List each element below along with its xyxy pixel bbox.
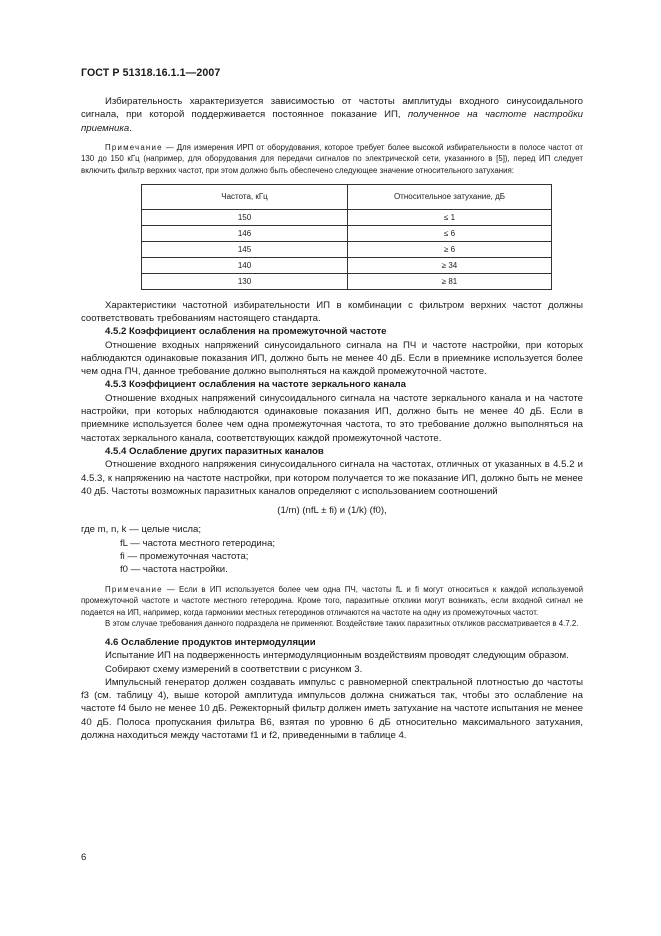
definition-fi: fi — промежуточная частота; xyxy=(120,551,249,563)
section-4-5-4-text: Отношение входного напряжения синусоидального сигнала на частотах, отличных от указанных в 4.5.2 и 4.5.3, к напряжению на частоте настройки, при котором получается то же показание ИП, должно быть не менее 40 дБ. Частоты возможных паразитных каналов определяют с использованием соотношений xyxy=(81,459,583,497)
section-4-5-4-heading: 4.5.4 Ослабление других паразитных каналов xyxy=(105,445,324,457)
table-row: 146 ≤ 6 xyxy=(142,225,552,241)
note-1: Примечание — Для измерения ИРП от оборудования, которое требует более высокой избирательности в полосе частот от 130 до 150 кГц (например, для оборудования для передачи сигналов по электрической сети, указанного в [5]), перед ИП следует включить фильтр верхних частот, при этом должно быть обеспечено следующее значение относительного затухания: xyxy=(81,142,583,176)
document-body xyxy=(81,95,583,742)
col-attenuation: Относительное затухание, дБ xyxy=(348,184,552,209)
note-label: Примечание xyxy=(105,142,163,152)
intro-italic: полученное на частоте настройки приемника xyxy=(81,109,583,134)
document-header: ГОСТ Р 51318.16.1.1—2007 xyxy=(81,67,221,79)
section-4-5-2-heading: 4.5.2 Коэффициент ослабления на промежуточной частоте xyxy=(105,326,387,338)
definition-integers: где m, n, k — целые числа; xyxy=(81,524,202,536)
table-row: 150 ≤ 1 xyxy=(142,209,552,225)
col-frequency: Частота, кГц xyxy=(142,184,348,209)
intro-paragraph: Избирательность характеризуется зависимостью от частоты амплитуды входного синусоидального сигнала, при которой поддерживается постоянное показание ИП, полученное на частоте настройки приемника. xyxy=(81,96,583,134)
section-4-5-2-text: Отношение входных напряжений синусоидального сигнала на ПЧ и частоте настройки, при которых наблюдаются одинаковые показания ИП, должно быть не менее 40 дБ. Если в приемнике используется более чем одна ПЧ, данное требование должно выполняться на каждой промежуточной частоте. xyxy=(81,339,583,378)
table-row: 130 ≥ 81 xyxy=(142,273,552,289)
note-label: Примечание xyxy=(105,584,163,594)
attenuation-table xyxy=(141,184,552,290)
definition-f0: f0 — частота настройки. xyxy=(120,564,228,576)
table-row: 145 ≥ 6 xyxy=(142,241,552,257)
note-2-continuation: В этом случае требования данного подраздела не применяют. Воздействие таких паразитных откликов рассматривается в 4.7.2. xyxy=(105,619,579,629)
note-2: Примечание — Если в ИП используется более чем одна ПЧ, частоты fL и fi могут относиться к каждой используемой промежуточной частоте и частоте местного гетеродина. Кроме того, паразитные отклики могут возникать, если входной сигнал не подается на ИП, например, когда гармоники местных гетеродинов отличаются на частоте на одну из промежуточных частот. xyxy=(81,584,583,617)
table-row: 140 ≥ 34 xyxy=(142,257,552,273)
section-4-5-3-heading: 4.5.3 Коэффициент ослабления на частоте зеркального канала xyxy=(105,379,406,391)
table-header-row xyxy=(142,184,552,209)
paragraph-after-table: Характеристики частотной избирательности ИП в комбинации с фильтром верхних частот должны соответствовать требованиям настоящего стандарта. xyxy=(81,299,583,324)
section-4-6-p2: Собирают схему измерений в соответствии с рисунком 3. xyxy=(105,663,363,675)
section-4-6-heading: 4.6 Ослабление продуктов интермодуляции xyxy=(105,636,316,648)
section-4-6-p3: Импульсный генератор должен создавать импульс с равномерной спектральной плотностью до частоты f3 (см. таблицу 4), выше которой амплитуда импульсов должна снижаться так, чтобы это ослабление на частоте f4 было не менее 10 дБ. Режекторный фильтр должен иметь затухание на частоте испытания не менее 40 дБ. Полоса пропускания фильтра B6, взятая по уровню 6 дБ относительно максимального затухания, должна находиться между частотами f1 и f2, приведенными в таблице 4. xyxy=(81,676,583,742)
section-4-5-3-text: Отношение входных напряжений синусоидального сигнала на частоте зеркального канала и на частоте настройки, при которых наблюдаются одинаковые показания ИП, должно быть не менее 40 дБ. Если в приемнике используется более чем одна промежуточная частота, то это требование должно выполняться на частотах зеркального канала, соответствующих каждой промежуточной частоте. xyxy=(81,392,583,444)
definitions xyxy=(81,523,583,576)
page-number: 6 xyxy=(81,852,87,863)
formula: (1/m) (nfL ± fi) и (1/k) (f0), xyxy=(277,505,387,517)
definition-fl: fL — частота местного гетеродина; xyxy=(120,537,276,549)
section-4-6-p1: Испытание ИП на подверженность интермодуляционным воздействиям проводят следующим образом. xyxy=(105,650,569,662)
